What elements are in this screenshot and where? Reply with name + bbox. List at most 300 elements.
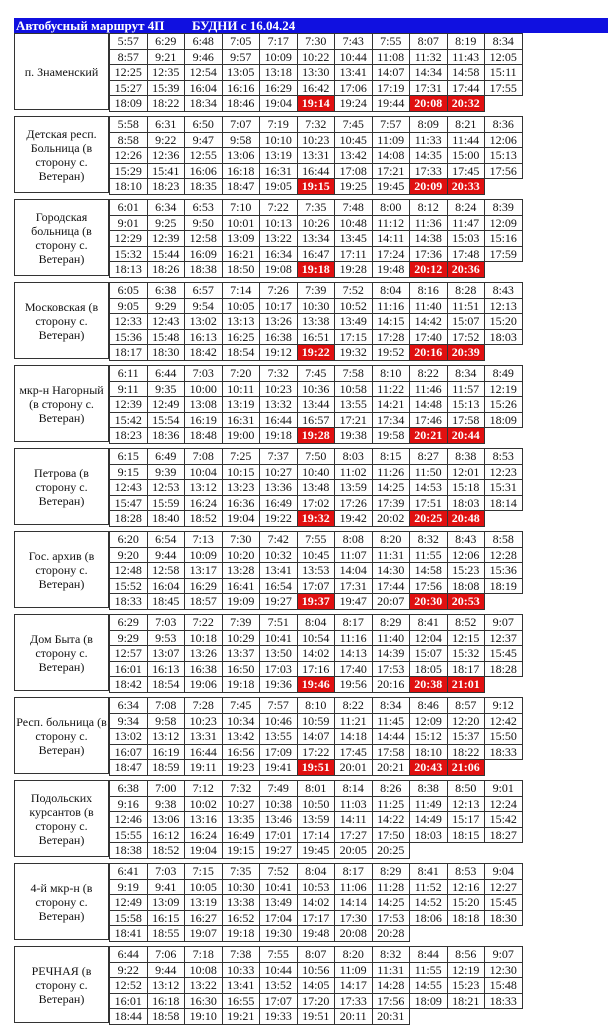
times-row (110, 1009, 523, 1025)
departure-time: 13:06 (147, 812, 185, 828)
departure-time: 9:21 (147, 49, 185, 65)
departure-time: 7:03 (147, 864, 185, 880)
times-row (110, 594, 523, 610)
departure-time: 7:14 (222, 283, 260, 299)
departure-time: 12:26 (110, 148, 148, 164)
times-row (110, 200, 523, 216)
departure-time: 16:09 (185, 246, 223, 262)
departure-time: 17:31 (410, 80, 448, 96)
departure-time: 12:37 (485, 630, 523, 646)
departure-time: 18:54 (147, 677, 185, 693)
times-row (110, 231, 523, 247)
departure-time: 8:00 (372, 200, 410, 216)
departure-time: 13:34 (297, 231, 335, 247)
departure-time: 7:55 (260, 947, 298, 963)
departure-time: 8:10 (297, 698, 335, 714)
times-table (109, 365, 523, 444)
departure-time: 19:56 (335, 677, 373, 693)
departure-time: 19:23 (222, 760, 260, 776)
departure-time: 19:38 (335, 428, 373, 444)
departure-time: 8:26 (372, 781, 410, 797)
empty-cell (485, 262, 523, 278)
departure-time: 19:36 (260, 677, 298, 693)
empty-cell (485, 511, 523, 527)
departure-time: 8:28 (447, 283, 485, 299)
departure-time: 11:57 (447, 381, 485, 397)
departure-time: 18:21 (447, 993, 485, 1009)
departure-time: 10:05 (185, 879, 223, 895)
departure-time: 18:23 (147, 179, 185, 195)
departure-time: 10:29 (222, 630, 260, 646)
departure-time: 18:36 (147, 428, 185, 444)
departure-time: 18:33 (485, 744, 523, 760)
departure-time: 13:44 (297, 397, 335, 413)
stop-name: Петрова (в сторону с. Ветеран) (14, 448, 109, 525)
departure-time: 14:11 (335, 812, 373, 828)
departure-time: 11:45 (372, 713, 410, 729)
times-row (110, 926, 523, 942)
departure-time: 15:13 (485, 148, 523, 164)
departure-time: 7:57 (372, 117, 410, 133)
departure-time: 10:10 (260, 132, 298, 148)
times-row (110, 978, 523, 994)
departure-time: 16:47 (297, 246, 335, 262)
departure-time: 19:18 (260, 428, 298, 444)
departure-time: 9:44 (147, 962, 185, 978)
empty-cell (410, 843, 448, 859)
departure-time: 17:26 (335, 495, 373, 511)
departure-time: 13:09 (147, 895, 185, 911)
departure-time: 6:44 (147, 366, 185, 382)
departure-time: 7:08 (147, 698, 185, 714)
departure-time: 8:29 (372, 864, 410, 880)
times-table (109, 282, 523, 361)
departure-time: 9:46 (185, 49, 223, 65)
departure-time: 13:38 (222, 895, 260, 911)
departure-time: 17:51 (410, 495, 448, 511)
departure-time: 8:44 (410, 947, 448, 963)
departure-time: 13:13 (222, 314, 260, 330)
departure-time: 8:53 (485, 449, 523, 465)
departure-time: 17:22 (297, 744, 335, 760)
departure-time: 19:18 (222, 926, 260, 942)
departure-time: 14:34 (410, 65, 448, 81)
departure-time: 10:00 (185, 381, 223, 397)
departure-time: 16:19 (147, 744, 185, 760)
departure-time: 19:24 (335, 96, 373, 112)
departure-time-highlighted: 19:18 (297, 262, 335, 278)
departure-time: 8:20 (372, 532, 410, 548)
departure-time: 15:29 (110, 163, 148, 179)
departure-time: 19:28 (335, 262, 373, 278)
times-row (110, 148, 523, 164)
departure-time: 14:52 (410, 895, 448, 911)
departure-time: 10:50 (297, 796, 335, 812)
departure-time: 19:30 (260, 926, 298, 942)
departure-time: 16:16 (222, 80, 260, 96)
departure-time: 16:24 (185, 827, 223, 843)
departure-time: 9:07 (485, 947, 523, 963)
departure-time: 18:30 (485, 910, 523, 926)
times-row (110, 117, 523, 133)
departure-time: 8:36 (485, 117, 523, 133)
departure-time: 9:07 (485, 615, 523, 631)
times-row (110, 397, 523, 413)
departure-time: 15:00 (447, 148, 485, 164)
departure-time: 17:14 (297, 827, 335, 843)
departure-time: 17:33 (335, 993, 373, 1009)
departure-time: 7:03 (185, 366, 223, 382)
departure-time: 14:25 (372, 895, 410, 911)
empty-cell (485, 760, 523, 776)
departure-time: 6:15 (110, 449, 148, 465)
departure-time: 10:23 (297, 132, 335, 148)
departure-time: 14:08 (372, 148, 410, 164)
departure-time: 15:42 (485, 812, 523, 828)
departure-time: 19:22 (260, 511, 298, 527)
times-row (110, 796, 523, 812)
departure-time: 8:34 (485, 34, 523, 50)
departure-time: 13:18 (260, 65, 298, 81)
departure-time-highlighted: 19:14 (297, 96, 335, 112)
empty-cell (485, 1009, 523, 1025)
departure-time: 17:53 (372, 661, 410, 677)
departure-time: 13:28 (222, 563, 260, 579)
departure-time: 9:54 (185, 298, 223, 314)
times-table (109, 531, 523, 610)
departure-time-highlighted: 20:21 (410, 428, 448, 444)
departure-time-highlighted: 20:53 (447, 594, 485, 610)
departure-time: 15:58 (110, 910, 148, 926)
departure-time: 12:16 (447, 879, 485, 895)
departure-time: 14:18 (335, 729, 373, 745)
departure-time: 15:23 (447, 563, 485, 579)
departure-time-highlighted: 20:43 (410, 760, 448, 776)
departure-time: 18:03 (410, 827, 448, 843)
departure-time: 12:09 (485, 215, 523, 231)
departure-time: 18:38 (110, 843, 148, 859)
stop-block (14, 531, 608, 609)
departure-time: 16:12 (147, 827, 185, 843)
departure-time: 15:17 (447, 812, 485, 828)
departure-time: 7:10 (222, 200, 260, 216)
departure-time: 17:31 (335, 578, 373, 594)
departure-time: 16:54 (260, 578, 298, 594)
departure-time: 8:49 (485, 366, 523, 382)
departure-time: 16:44 (297, 163, 335, 179)
departure-time: 11:33 (410, 132, 448, 148)
departure-time: 19:41 (260, 760, 298, 776)
departure-time: 18:03 (447, 495, 485, 511)
departure-time: 17:01 (260, 827, 298, 843)
times-row (110, 812, 523, 828)
departure-time: 10:45 (297, 547, 335, 563)
departure-time: 8:56 (447, 947, 485, 963)
departure-time: 15:47 (110, 495, 148, 511)
times-row (110, 464, 523, 480)
departure-time: 16:49 (222, 827, 260, 843)
times-row (110, 698, 523, 714)
departure-time: 9:35 (147, 381, 185, 397)
departure-time: 17:08 (335, 163, 373, 179)
times-row (110, 298, 523, 314)
times-row (110, 993, 523, 1009)
departure-time: 8:01 (297, 781, 335, 797)
departure-time: 8:20 (335, 947, 373, 963)
times-table (109, 116, 523, 195)
departure-time: 12:13 (447, 796, 485, 812)
departure-time: 15:36 (110, 329, 148, 345)
departure-time: 19:04 (185, 843, 223, 859)
departure-time: 10:09 (185, 547, 223, 563)
departure-time: 16:56 (222, 744, 260, 760)
departure-time: 11:55 (410, 962, 448, 978)
departure-time: 13:31 (185, 729, 223, 745)
departure-time: 16:29 (260, 80, 298, 96)
departure-time: 7:35 (297, 200, 335, 216)
departure-time: 19:05 (260, 179, 298, 195)
departure-time: 18:54 (222, 345, 260, 361)
departure-time: 10:53 (297, 879, 335, 895)
departure-time: 12:48 (110, 563, 148, 579)
departure-time: 7:13 (185, 532, 223, 548)
departure-time: 12:35 (147, 65, 185, 81)
departure-time: 14:07 (372, 65, 410, 81)
departure-time: 18:33 (485, 993, 523, 1009)
departure-time: 16:29 (185, 578, 223, 594)
departure-time: 19:09 (222, 594, 260, 610)
departure-time: 18:50 (222, 262, 260, 278)
departure-time: 17:40 (335, 661, 373, 677)
departure-time: 12:57 (110, 646, 148, 662)
departure-time: 18:28 (485, 661, 523, 677)
departure-time: 7:05 (222, 34, 260, 50)
departure-time-highlighted: 21:01 (447, 677, 485, 693)
stop-block (14, 780, 608, 858)
departure-time: 7:42 (260, 532, 298, 548)
departure-time: 11:22 (372, 381, 410, 397)
times-table (109, 199, 523, 278)
departure-time: 7:52 (260, 864, 298, 880)
stop-block (14, 946, 608, 1024)
departure-time: 13:09 (222, 231, 260, 247)
departure-time: 18:09 (110, 96, 148, 112)
departure-time: 13:59 (335, 480, 373, 496)
departure-time: 18:14 (485, 495, 523, 511)
departure-time: 10:40 (297, 464, 335, 480)
departure-time: 11:32 (410, 49, 448, 65)
departure-time: 10:11 (222, 381, 260, 397)
departure-time: 9:20 (110, 547, 148, 563)
departure-time: 15:37 (447, 729, 485, 745)
departure-time: 17:21 (372, 163, 410, 179)
departure-time: 11:09 (335, 962, 373, 978)
departure-time: 16:55 (222, 993, 260, 1009)
departure-time: 9:50 (185, 215, 223, 231)
departure-time: 18:10 (110, 179, 148, 195)
departure-time: 18:17 (447, 661, 485, 677)
times-row (110, 646, 523, 662)
departure-time: 8:41 (410, 864, 448, 880)
departure-time: 6:50 (185, 117, 223, 133)
departure-time: 7:37 (260, 449, 298, 465)
departure-time: 14:58 (410, 563, 448, 579)
departure-time: 14:21 (372, 397, 410, 413)
departure-time: 7:32 (260, 366, 298, 382)
departure-time: 6:11 (110, 366, 148, 382)
departure-time: 11:07 (335, 547, 373, 563)
route-title: Автобусный маршрут 4П (16, 18, 165, 33)
departure-time-highlighted: 20:25 (410, 511, 448, 527)
departure-time: 11:08 (372, 49, 410, 65)
departure-time: 18:57 (185, 594, 223, 610)
departure-time: 17:20 (297, 993, 335, 1009)
departure-time: 13:53 (297, 563, 335, 579)
empty-cell (485, 926, 523, 942)
departure-time: 15:32 (110, 246, 148, 262)
departure-time: 5:57 (110, 34, 148, 50)
departure-time: 8:34 (372, 698, 410, 714)
times-row (110, 563, 523, 579)
departure-time: 10:59 (297, 713, 335, 729)
departure-time: 20:31 (372, 1009, 410, 1025)
departure-time: 13:50 (260, 646, 298, 662)
departure-time: 18:19 (485, 578, 523, 594)
times-row (110, 34, 523, 50)
departure-time: 12:54 (185, 65, 223, 81)
departure-time: 11:36 (410, 215, 448, 231)
departure-time: 14:13 (335, 646, 373, 662)
departure-time-highlighted: 19:32 (297, 511, 335, 527)
departure-time: 7:22 (260, 200, 298, 216)
departure-time: 8:32 (410, 532, 448, 548)
departure-time: 9:53 (147, 630, 185, 646)
departure-time-highlighted: 20:32 (447, 96, 485, 112)
departure-time: 14:39 (372, 646, 410, 662)
departure-time: 17:28 (372, 329, 410, 345)
departure-time: 16:41 (222, 578, 260, 594)
departure-time: 13:19 (260, 148, 298, 164)
departure-time: 7:28 (185, 698, 223, 714)
departure-time: 13:36 (260, 480, 298, 496)
departure-time: 18:13 (110, 262, 148, 278)
empty-cell (447, 1009, 485, 1025)
departure-time: 17:33 (410, 163, 448, 179)
departure-time: 7:51 (260, 615, 298, 631)
departure-time: 9:57 (222, 49, 260, 65)
departure-time: 12:29 (110, 231, 148, 247)
departure-time: 9:01 (485, 781, 523, 797)
departure-time: 12:06 (485, 132, 523, 148)
departure-time: 10:08 (185, 962, 223, 978)
departure-time: 16:13 (147, 661, 185, 677)
departure-time: 14:02 (297, 646, 335, 662)
departure-time: 9:05 (110, 298, 148, 314)
departure-time: 16:31 (260, 163, 298, 179)
departure-time: 8:07 (410, 34, 448, 50)
departure-time: 10:44 (335, 49, 373, 65)
departure-time: 7:45 (297, 366, 335, 382)
departure-time: 7:07 (222, 117, 260, 133)
departure-time: 15:48 (485, 978, 523, 994)
departure-time: 17:53 (372, 910, 410, 926)
departure-time: 16:07 (110, 744, 148, 760)
departure-time: 9:19 (110, 879, 148, 895)
departure-time: 16:38 (260, 329, 298, 345)
departure-time: 12:33 (110, 314, 148, 330)
times-row (110, 962, 523, 978)
departure-time: 19:18 (222, 677, 260, 693)
stop-blocks (14, 33, 608, 1029)
departure-time: 15:16 (485, 231, 523, 247)
departure-time: 9:58 (222, 132, 260, 148)
departure-time: 9:12 (485, 698, 523, 714)
departure-time: 17:07 (297, 578, 335, 594)
departure-time: 15:26 (485, 397, 523, 413)
departure-time: 17:39 (372, 495, 410, 511)
departure-time: 15:55 (110, 827, 148, 843)
departure-time: 19:51 (297, 1009, 335, 1025)
departure-time: 16:51 (297, 329, 335, 345)
departure-time-highlighted: 20:12 (410, 262, 448, 278)
departure-time: 15:50 (485, 729, 523, 745)
departure-time: 13:35 (222, 812, 260, 828)
departure-time: 15:54 (147, 412, 185, 428)
departure-time: 9:47 (185, 132, 223, 148)
departure-time: 13:41 (260, 563, 298, 579)
departure-time: 10:52 (335, 298, 373, 314)
stop-name: Дом Быта (в сторону с. Ветеран) (14, 614, 109, 691)
empty-cell (410, 1009, 448, 1025)
departure-time: 10:13 (260, 215, 298, 231)
departure-time: 17:03 (260, 661, 298, 677)
departure-time: 6:34 (147, 200, 185, 216)
departure-time: 8:17 (335, 864, 373, 880)
times-table (109, 448, 523, 527)
departure-time: 17:21 (335, 412, 373, 428)
departure-time: 18:58 (147, 1009, 185, 1025)
times-row (110, 615, 523, 631)
times-row (110, 729, 523, 745)
departure-time: 17:36 (410, 246, 448, 262)
departure-time: 7:32 (222, 781, 260, 797)
departure-time: 14:05 (297, 978, 335, 994)
departure-time: 6:41 (110, 864, 148, 880)
departure-time: 18:52 (147, 843, 185, 859)
departure-time: 19:08 (260, 262, 298, 278)
times-row (110, 314, 523, 330)
departure-time: 13:26 (260, 314, 298, 330)
departure-time: 17:48 (447, 246, 485, 262)
departure-time: 13:12 (147, 729, 185, 745)
departure-time: 12:01 (447, 464, 485, 480)
departure-time: 18:28 (110, 511, 148, 527)
empty-cell (485, 843, 523, 859)
departure-time: 11:02 (335, 464, 373, 480)
departure-time: 18:55 (147, 926, 185, 942)
departure-time: 16:44 (260, 412, 298, 428)
departure-time-highlighted: 20:44 (447, 428, 485, 444)
departure-time: 12:43 (147, 314, 185, 330)
departure-time: 14:49 (410, 812, 448, 828)
departure-time: 12:43 (110, 480, 148, 496)
departure-time: 12:28 (485, 547, 523, 563)
departure-time: 8:46 (410, 698, 448, 714)
departure-time: 17:56 (372, 993, 410, 1009)
departure-time: 11:12 (372, 215, 410, 231)
departure-time: 16:25 (222, 329, 260, 345)
departure-time: 17:30 (335, 910, 373, 926)
